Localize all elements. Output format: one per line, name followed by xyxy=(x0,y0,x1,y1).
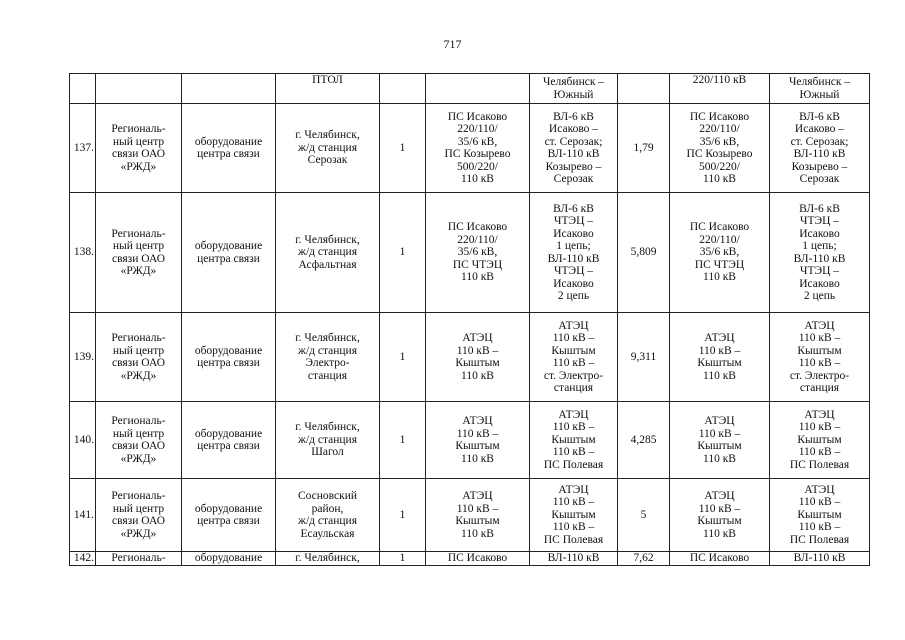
header-cell xyxy=(380,74,426,104)
quantity-cell: 1 xyxy=(380,402,426,479)
source2-cell: ПС Исаково xyxy=(670,552,770,566)
equipment-cell: оборудование xyxy=(182,552,276,566)
source2-cell: АТЭЦ 110 кВ – Кыштым 110 кВ xyxy=(670,479,770,552)
owner-cell: Региональ- ный центр связи ОАО «РЖД» xyxy=(96,402,182,479)
location-cell: г. Челябинск, ж/д станция Шагол xyxy=(276,402,380,479)
header-cell xyxy=(182,74,276,104)
line2-cell: ВЛ-6 кВ ЧТЭЦ – Исаково 1 цепь; ВЛ-110 кВ ЧТЭЦ – Исаково 2 цепь xyxy=(770,193,870,313)
value-cell: 4,285 xyxy=(618,402,670,479)
source-cell: ПС Исаково xyxy=(426,552,530,566)
value-cell: 7,62 xyxy=(618,552,670,566)
source-cell: АТЭЦ 110 кВ – Кыштым 110 кВ xyxy=(426,479,530,552)
line-cell: ВЛ-6 кВ Исаково – ст. Серозак; ВЛ-110 кВ Козырево – Серозак xyxy=(530,104,618,193)
source2-cell: АТЭЦ 110 кВ – Кыштым 110 кВ xyxy=(670,313,770,402)
source2-cell: ПС Исаково 220/110/ 35/6 кВ, ПС Козырево 500/220/ 110 кВ xyxy=(670,104,770,193)
value-cell: 5 xyxy=(618,479,670,552)
location-cell: г. Челябинск, xyxy=(276,552,380,566)
owner-cell: Региональ- ный центр связи ОАО «РЖД» xyxy=(96,313,182,402)
table-row xyxy=(70,552,870,566)
page-number: 717 xyxy=(443,37,462,51)
header-cell: ПТОЛ xyxy=(276,74,380,104)
table-header-row xyxy=(70,74,870,104)
header-cell xyxy=(70,74,96,104)
location-cell: Сосновский район, ж/д станция Есаульская xyxy=(276,479,380,552)
line-cell: ВЛ-6 кВ ЧТЭЦ – Исаково 1 цепь; ВЛ-110 кВ ЧТЭЦ – Исаково 2 цепь xyxy=(530,193,618,313)
owner-cell: Региональ- ный центр связи ОАО «РЖД» xyxy=(96,193,182,313)
row-number: 141. xyxy=(70,479,96,552)
location-cell: г. Челябинск, ж/д станция Серозак xyxy=(276,104,380,193)
owner-cell: Региональ- ный центр связи ОАО «РЖД» xyxy=(96,479,182,552)
row-number: 138. xyxy=(70,193,96,313)
location-cell: г. Челябинск, ж/д станция Электро- станция xyxy=(276,313,380,402)
source-cell: АТЭЦ 110 кВ – Кыштым 110 кВ xyxy=(426,313,530,402)
line-cell: АТЭЦ 110 кВ – Кыштым 110 кВ – ст. Электро- станция xyxy=(530,313,618,402)
row-number: 137. xyxy=(70,104,96,193)
line2-cell: АТЭЦ 110 кВ – Кыштым 110 кВ – ПС Полевая xyxy=(770,479,870,552)
quantity-cell: 1 xyxy=(380,552,426,566)
equipment-cell: оборудование центра связи xyxy=(182,479,276,552)
table-row xyxy=(70,193,870,313)
owner-cell: Региональ- ный центр связи ОАО «РЖД» xyxy=(96,104,182,193)
header-cell: 220/110 кВ xyxy=(670,74,770,104)
equipment-cell: оборудование центра связи xyxy=(182,193,276,313)
header-cell: Челябинск – Южный xyxy=(770,74,870,104)
quantity-cell: 1 xyxy=(380,104,426,193)
header-cell xyxy=(618,74,670,104)
line2-cell: АТЭЦ 110 кВ – Кыштым 110 кВ – ПС Полевая xyxy=(770,402,870,479)
equipment-cell: оборудование центра связи xyxy=(182,402,276,479)
table-row xyxy=(70,313,870,402)
location-cell: г. Челябинск, ж/д станция Асфальтная xyxy=(276,193,380,313)
value-cell: 5,809 xyxy=(618,193,670,313)
line2-cell: ВЛ-110 кВ xyxy=(770,552,870,566)
row-number: 139. xyxy=(70,313,96,402)
data-table xyxy=(69,73,870,566)
header-cell xyxy=(96,74,182,104)
source-cell: ПС Исаково 220/110/ 35/6 кВ, ПС Козырево 500/220/ 110 кВ xyxy=(426,104,530,193)
table-row xyxy=(70,402,870,479)
quantity-cell: 1 xyxy=(380,313,426,402)
row-number: 142. xyxy=(70,552,96,566)
source-cell: ПС Исаково 220/110/ 35/6 кВ, ПС ЧТЭЦ 110 кВ xyxy=(426,193,530,313)
line-cell: АТЭЦ 110 кВ – Кыштым 110 кВ – ПС Полевая xyxy=(530,479,618,552)
line-cell: АТЭЦ 110 кВ – Кыштым 110 кВ – ПС Полевая xyxy=(530,402,618,479)
value-cell: 1,79 xyxy=(618,104,670,193)
row-number: 140. xyxy=(70,402,96,479)
header-cell xyxy=(426,74,530,104)
line2-cell: ВЛ-6 кВ Исаково – ст. Серозак; ВЛ-110 кВ Козырево – Серозак xyxy=(770,104,870,193)
source-cell: АТЭЦ 110 кВ – Кыштым 110 кВ xyxy=(426,402,530,479)
equipment-cell: оборудование центра связи xyxy=(182,104,276,193)
table-row xyxy=(70,104,870,193)
quantity-cell: 1 xyxy=(380,479,426,552)
table-row xyxy=(70,479,870,552)
line-cell: ВЛ-110 кВ xyxy=(530,552,618,566)
quantity-cell: 1 xyxy=(380,193,426,313)
owner-cell: Региональ- xyxy=(96,552,182,566)
equipment-cell: оборудование центра связи xyxy=(182,313,276,402)
source2-cell: АТЭЦ 110 кВ – Кыштым 110 кВ xyxy=(670,402,770,479)
line2-cell: АТЭЦ 110 кВ – Кыштым 110 кВ – ст. Электро- станция xyxy=(770,313,870,402)
source2-cell: ПС Исаково 220/110/ 35/6 кВ, ПС ЧТЭЦ 110 кВ xyxy=(670,193,770,313)
value-cell: 9,311 xyxy=(618,313,670,402)
header-cell: Челябинск – Южный xyxy=(530,74,618,104)
